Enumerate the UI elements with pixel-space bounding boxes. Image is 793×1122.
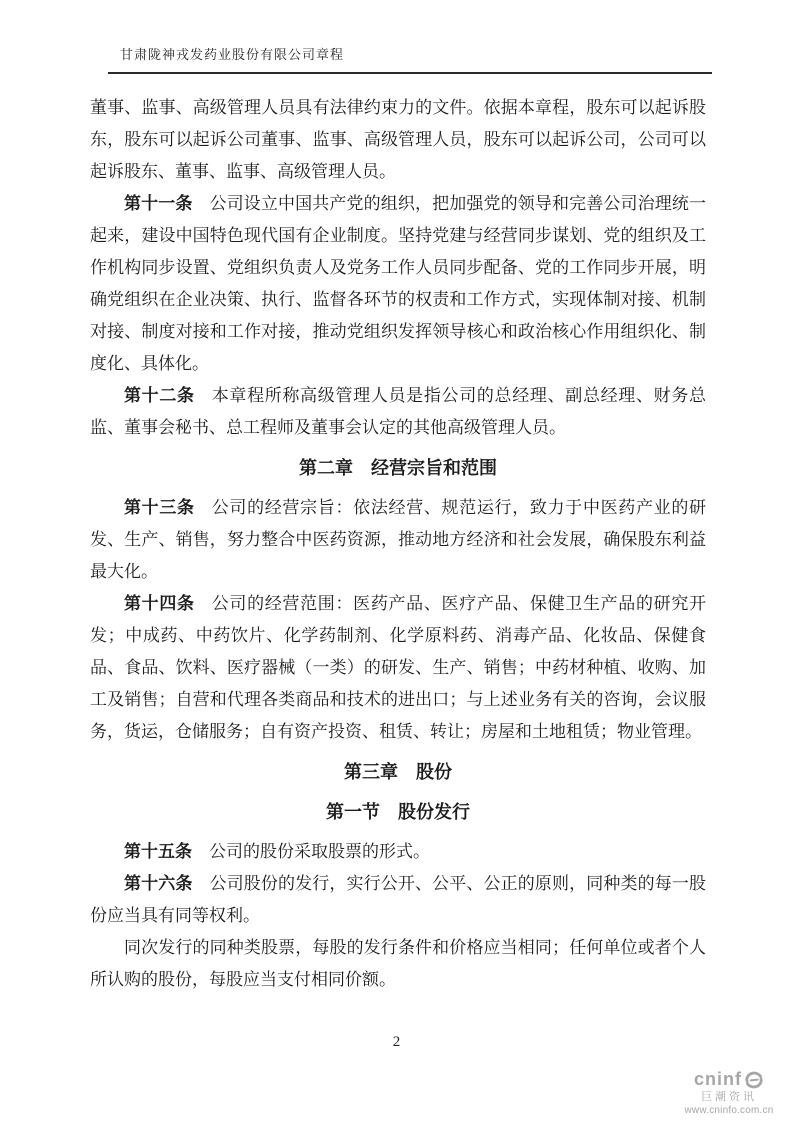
para-article-16 <box>90 868 706 932</box>
article-number: 第十四条 <box>124 594 195 613</box>
para-article-16-cont <box>90 932 706 996</box>
article-number: 第十三条 <box>124 498 195 517</box>
para-article-13 <box>90 492 706 588</box>
page-number: 2 <box>392 1034 401 1050</box>
paragraph-text: 董事、监事、高级管理人员具有法律约束力的文件。依据本章程，股东可以起诉股东，股东可以起诉公司董事、监事、高级管理人员，股东可以起诉公司，公司可以起诉股东、董事、监事、高级管理人员。 <box>90 98 706 181</box>
header-title: 甘肃陇神戎发药业股份有限公司章程 <box>120 47 345 62</box>
article-number: 第十二条 <box>124 386 195 405</box>
paragraph-text: 本章程所称高级管理人员是指公司的总经理、副总经理、财务总监、董事会秘书、总工程师及董事会认定的其他高级管理人员。 <box>90 386 707 437</box>
cninfo-url: www.cninfo.com.cn <box>684 1104 774 1116</box>
section-1-heading: 第一节 股份发行 <box>326 802 470 822</box>
document-body <box>90 92 706 996</box>
page-header <box>108 44 712 74</box>
chapter-2-heading: 第二章 经营宗旨和范围 <box>299 458 497 478</box>
article-number: 第十六条 <box>124 874 193 893</box>
cninfo-logo-row <box>670 1070 788 1090</box>
para-article-15 <box>90 836 706 868</box>
article-number: 第十五条 <box>124 842 192 861</box>
article-number: 第十一条 <box>124 194 193 213</box>
paragraph-text: 公司股份的发行，实行公开、公平、公正的原则，同种类的每一股份应当具有同等权利。 <box>90 874 706 925</box>
paragraph-text: 同次发行的同种类股票，每股的发行条件和价格应当相同；任何单位或者个人所认购的股份，每股应当支付相同价额。 <box>90 938 706 989</box>
para-article-14 <box>90 588 706 748</box>
paragraph-text: 公司的经营范围：医药产品、医疗产品、保健卫生产品的研究开发；中成药、中药饮片、化学药制剂、化学原料药、消毒产品、化妆品、保健食品、食品、饮料、医疗器械（一类）的研发、生产、销售；中药材种植、收购、加工及销售；自营和代理各类商品和技术的进出口；与上述业务有关的咨询，会议服务，货运，仓储服务；自有资产投资、租赁、转让；房屋和土地租赁；物业管理。 <box>90 594 707 741</box>
cninfo-chinese-name: 巨潮资讯 <box>701 1090 757 1103</box>
chapter-3-heading: 第三章 股份 <box>344 762 452 782</box>
paragraph-text: 公司设立中国共产党的组织，把加强党的领导和完善公司治理统一起来，建设中国特色现代国有企业制度。坚持党建与经营同步谋划、党的组织及工作机构同步设置、党组织负责人及党务工作人员同步配备、党的工作同步开展，明确党组织在企业决策、执行、监督各环节的权责和工作方式，实现体制对接、机制对接、制度对接和工作对接，推动党组织发挥领导核心和政治核心作用组织化、制度化、具体化。 <box>90 194 706 373</box>
cninfo-brand-text: cninf <box>694 1069 742 1089</box>
para-continuation <box>90 92 706 188</box>
cninfo-logo <box>670 1070 788 1116</box>
cninfo-swirl-icon <box>744 1071 764 1089</box>
paragraph-text: 公司的股份采取股票的形式。 <box>209 842 430 861</box>
para-article-11 <box>90 188 706 380</box>
para-article-12 <box>90 380 706 444</box>
paragraph-text: 公司的经营宗旨：依法经营、规范运行，致力于中医药产业的研发、生产、销售，努力整合中医药资源，推动地方经济和社会发展，确保股东利益最大化。 <box>90 498 707 581</box>
